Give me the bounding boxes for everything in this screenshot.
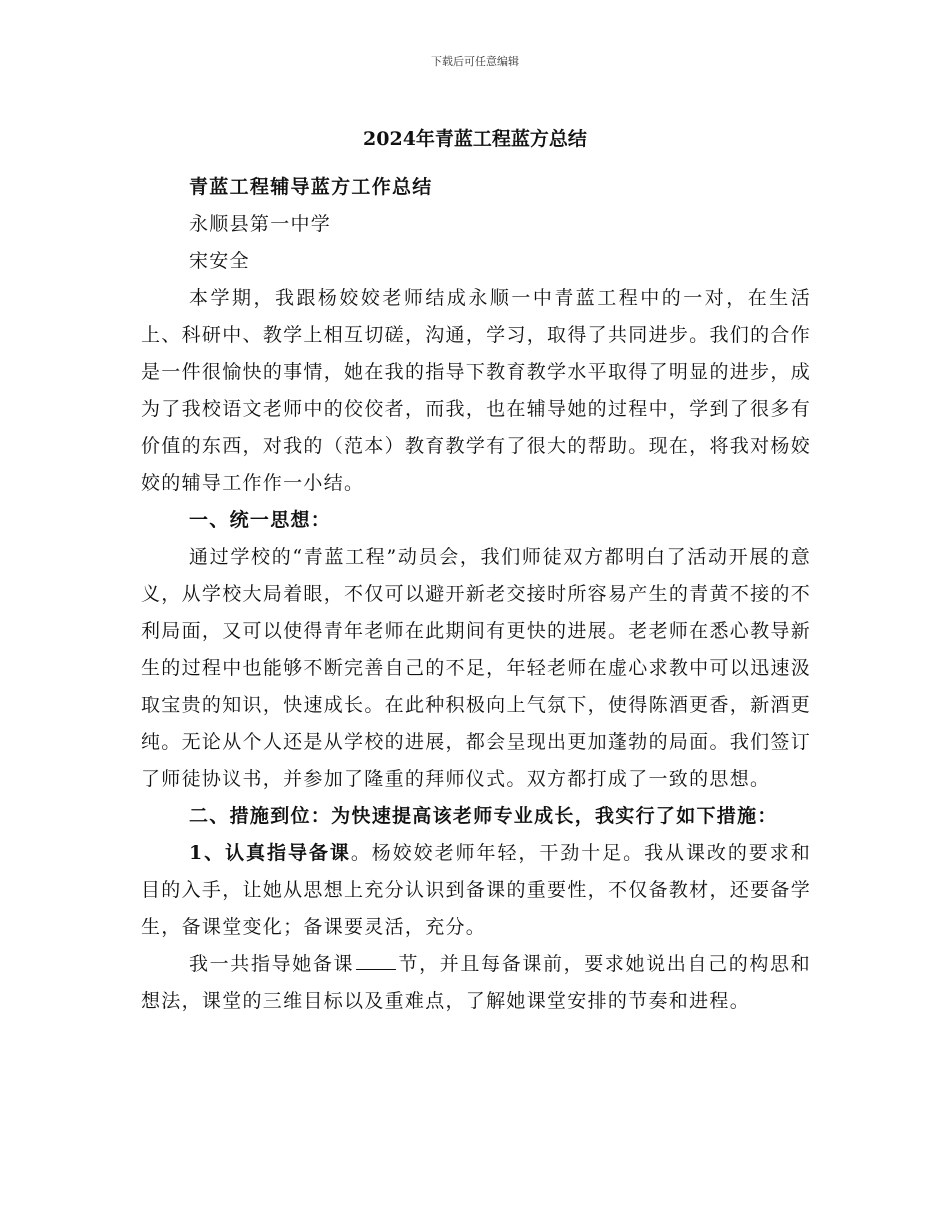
school-name: 永顺县第一中学 bbox=[189, 213, 332, 235]
section1-heading: 一、统一思想： bbox=[189, 509, 332, 531]
lesson-count-paragraph bbox=[141, 946, 811, 1020]
document-title: 2024年青蓝工程蓝方总结 bbox=[363, 128, 587, 150]
item1-paragraph bbox=[141, 835, 811, 946]
page-header: 下载后可任意编辑 bbox=[431, 55, 519, 68]
section2-heading: 二、措施到位：为快速提高该老师专业成长，我实行了如下措施： bbox=[189, 805, 778, 827]
subtitle: 青蓝工程辅导蓝方工作总结 bbox=[189, 176, 433, 198]
author-name: 宋安全 bbox=[189, 250, 250, 272]
item1-heading: 1、认真指导备课 bbox=[189, 842, 351, 864]
item1-text: 。杨姣姣老师年轻，干劲十足。我从课改的要求和目的入手，让她从思想上充分认识到备课的重要性，不仅备教材，还要备学生，备课堂变化；备课要灵活，充分。 bbox=[141, 842, 812, 938]
blank-underline bbox=[356, 951, 396, 970]
lesson-count-after: 节，并且每备课前，要求她说出自己的构思和想法，课堂的三维目标以及重难点，了解她课堂安排的节奏和进程。 bbox=[141, 953, 811, 1012]
section1-paragraph: 通过学校的“青蓝工程”动员会，我们师徒双方都明白了活动开展的意义，从学校大局着眼，不仅可以避开新老交接时所容易产生的青黄不接的不利局面，又可以使得青年老师在此期间有更快的进展。老老师在悉心教导新生的过程中也能够不断完善自己的不足，年轻老师在虚心求教中可以迅速汲取宝贵的知识，快速成长。在此种积极向上气氛下，使得陈酒更香，新酒更纯。无论从个人还是从学校的进展，都会呈现出更加蓬勃的局面。我们签订了师徒协议书，并参加了隆重的拜师仪式。双方都打成了一致的思想。 bbox=[141, 546, 811, 790]
document-body bbox=[141, 169, 811, 1020]
lesson-count-before: 我一共指导她备课 bbox=[189, 953, 355, 975]
intro-paragraph: 本学期，我跟杨姣姣老师结成永顺一中青蓝工程中的一对，在生活上、科研中、教学上相互切磋，沟通，学习，取得了共同进步。我们的合作是一件很愉快的事情，她在我的指导下教育教学水平取得了明显的进步，成为了我校语文老师中的佼佼者，而我，也在辅导她的过程中，学到了很多有价值的东西，对我的（范本）教育教学有了很大的帮助。现在，将我对杨姣姣的辅导工作作一小结。 bbox=[141, 287, 811, 494]
